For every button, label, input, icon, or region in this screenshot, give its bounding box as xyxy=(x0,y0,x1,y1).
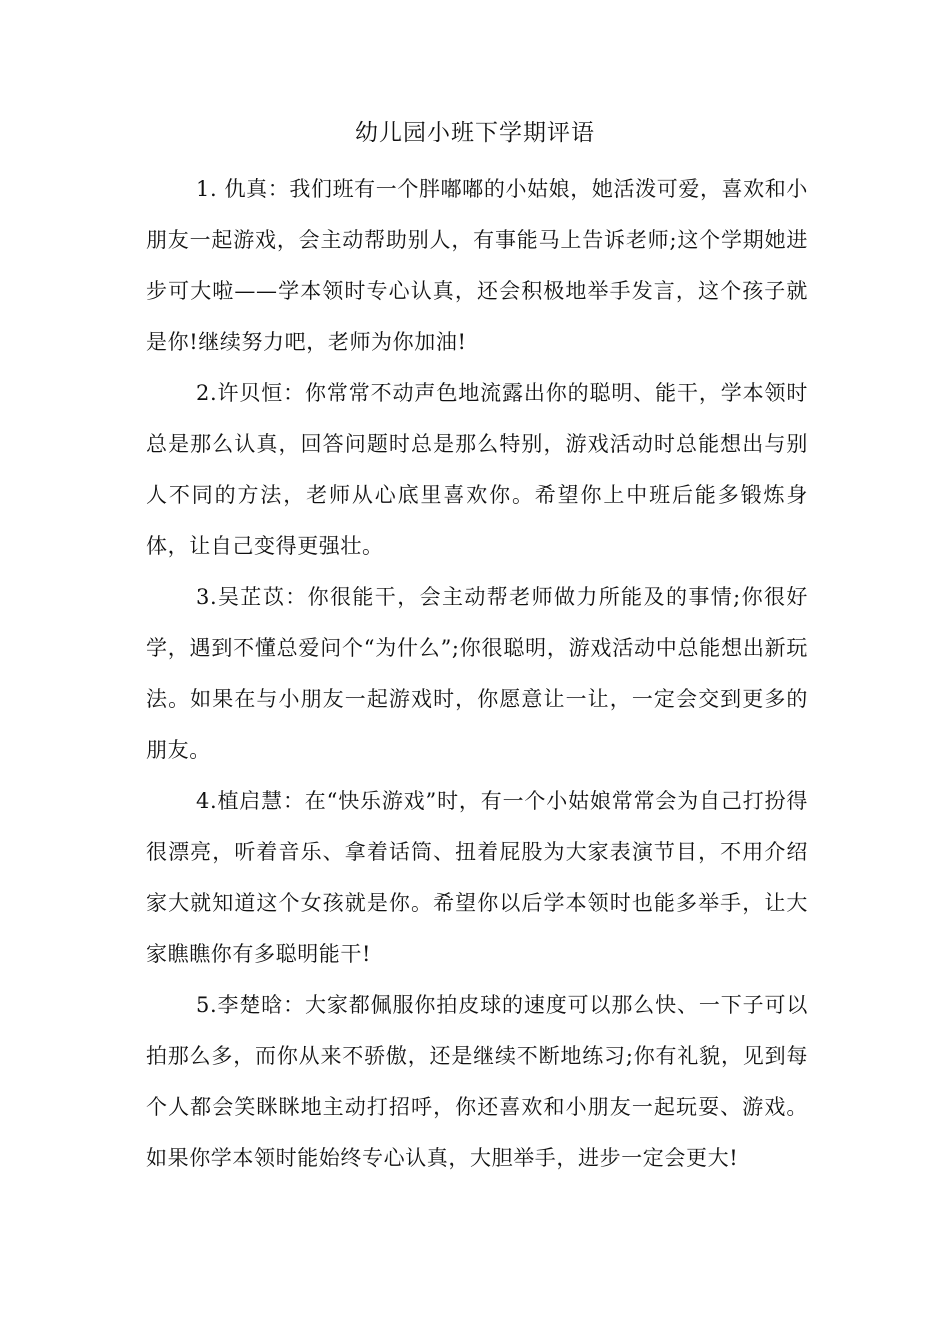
evaluation-paragraph: 4.植启慧：在“快乐游戏”时，有一个小姑娘常常会为自己打扮得很漂亮，听着音乐、拿着话筒、扭着屁股为大家表演节目，不用介绍家大就知道这个女孩就是你。希望你以后学本领时也能多举手，让大家瞧瞧你有多聪明能干! xyxy=(146,789,808,966)
evaluation-paragraph: 1. 仇真：我们班有一个胖嘟嘟的小姑娘，她活泼可爱，喜欢和小朋友一起游戏，会主动帮助别人，有事能马上告诉老师;这个学期她进步可大啦——学本领时专心认真，还会积极地举手发言，这个孩子就是你!继续努力吧，老师为你加油! xyxy=(146,177,808,354)
document-title: 幼儿园小班下学期评语 xyxy=(355,120,595,146)
evaluation-paragraph: 5.李楚晗：大家都佩服你拍皮球的速度可以那么快、一下子可以拍那么多，而你从来不骄傲，还是继续不断地练习;你有礼貌，见到每个人都会笑眯眯地主动打招呼，你还喜欢和小朋友一起玩耍、游戏。如果你学本领时能始终专心认真，大胆举手，进步一定会更大! xyxy=(146,993,808,1170)
evaluation-paragraph: 3.吴芷苡：你很能干，会主动帮老师做力所能及的事情;你很好学，遇到不懂总爱问个“为什么”;你很聪明，游戏活动中总能想出新玩法。如果在与小朋友一起游戏时，你愿意让一让，一定会交到更多的朋友。 xyxy=(146,585,808,762)
evaluation-paragraph: 2.许贝恒：你常常不动声色地流露出你的聪明、能干，学本领时总是那么认真，回答问题时总是那么特别，游戏活动时总能想出与别人不同的方法，老师从心底里喜欢你。希望你上中班后能多锻炼身体，让自己变得更强壮。 xyxy=(146,381,808,558)
document-body xyxy=(146,164,808,1184)
